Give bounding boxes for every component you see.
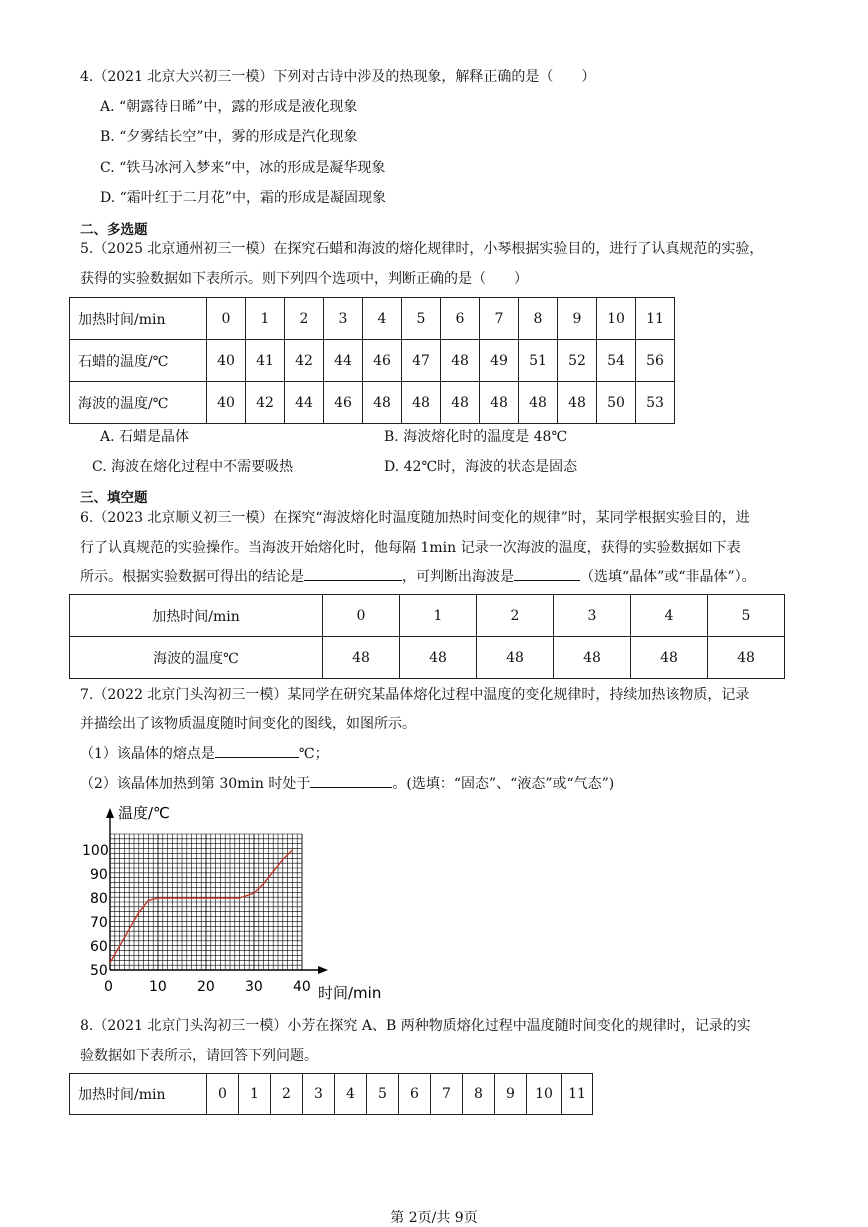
table-cell: 11 — [562, 1074, 593, 1115]
q5-option-d: D. 42℃时，海波的状态是固态 — [384, 459, 578, 475]
table-cell: 42 — [246, 382, 285, 424]
table-cell: 8 — [519, 298, 558, 340]
x-tick-label: 30 — [245, 979, 263, 995]
row-label: 加热时间/min — [70, 595, 323, 637]
table-row — [70, 637, 785, 679]
q6-text-b: ，可判断出海波是 — [402, 569, 514, 585]
q5-option-a: A. 石蜡是晶体 — [100, 429, 190, 445]
table-cell: 3 — [324, 298, 363, 340]
y-tick-label: 80 — [90, 891, 108, 907]
table-cell: 4 — [363, 298, 402, 340]
table-cell: 5 — [402, 298, 441, 340]
table-cell: 1 — [239, 1074, 271, 1115]
q7-state-blank[interactable] — [310, 773, 392, 788]
q4-option-d: D. “霜叶红于二月花”中，霜的形成是凝固现象 — [100, 190, 386, 206]
section-multiple-choice-heading: 二、多选题 — [80, 222, 148, 238]
x-tick-label: 0 — [104, 979, 113, 995]
table-cell: 52 — [558, 340, 597, 382]
temperature-time-chart — [60, 800, 400, 1005]
row-label: 加热时间/min — [70, 298, 207, 340]
table-cell: 0 — [323, 595, 400, 637]
q7-melting-point-blank[interactable] — [215, 743, 299, 758]
table-cell: 2 — [271, 1074, 303, 1115]
x-tick-label: 10 — [149, 979, 167, 995]
table-cell: 5 — [367, 1074, 399, 1115]
table-cell: 48 — [441, 382, 480, 424]
q7-sub2 — [80, 773, 614, 793]
y-tick-label: 70 — [90, 915, 108, 931]
q7-sub1-text-a: （1）该晶体的熔点是 — [80, 746, 215, 762]
table-cell: 48 — [400, 637, 477, 679]
y-tick-label: 100 — [82, 843, 109, 859]
row-label: 石蜡的温度/℃ — [70, 340, 207, 382]
table-cell: 42 — [285, 340, 324, 382]
q6-data-table — [69, 594, 785, 679]
table-cell: 6 — [399, 1074, 431, 1115]
table-cell: 4 — [631, 595, 708, 637]
chart-grid — [110, 834, 302, 970]
page-footer: 第 2页/共 9页 — [390, 1210, 478, 1226]
table-cell: 48 — [441, 340, 480, 382]
table-cell: 48 — [402, 382, 441, 424]
table-cell: 46 — [324, 382, 363, 424]
table-cell: 0 — [207, 1074, 239, 1115]
table-row — [70, 382, 675, 424]
q5-option-b: B. 海波熔化时的温度是 48℃ — [384, 429, 568, 445]
table-row — [70, 340, 675, 382]
table-cell: 48 — [477, 637, 554, 679]
q7-sub1-text-b: ℃； — [298, 746, 329, 762]
y-tick-label: 50 — [90, 963, 108, 979]
x-tick-label: 20 — [197, 979, 215, 995]
q6-stem-line3 — [80, 566, 756, 586]
table-cell: 9 — [558, 298, 597, 340]
table-cell: 40 — [207, 382, 246, 424]
table-row — [70, 298, 675, 340]
q6-conclusion-blank[interactable] — [304, 566, 402, 581]
table-cell: 4 — [335, 1074, 367, 1115]
table-cell: 0 — [207, 298, 246, 340]
q7-stem-line1: 7.（2022 北京门头沟初三一模）某同学在研究某晶体熔化过程中温度的变化规律时，持续加热该物质，记录 — [80, 687, 750, 703]
table-cell: 49 — [480, 340, 519, 382]
q8-stem-line1: 8.（2021 北京门头沟初三一模）小芳在探究 A、B 两种物质熔化过程中温度随时间变化的规律时，记录的实 — [80, 1018, 751, 1034]
q7-stem-line2: 并描绘出了该物质温度随时间变化的图线，如图所示。 — [80, 716, 416, 732]
table-cell: 1 — [246, 298, 285, 340]
q5-data-table — [69, 297, 675, 424]
table-cell: 1 — [400, 595, 477, 637]
table-cell: 6 — [441, 298, 480, 340]
y-tick-label: 90 — [90, 867, 108, 883]
q8-data-table — [69, 1073, 593, 1115]
table-cell: 7 — [431, 1074, 463, 1115]
q6-type-blank[interactable] — [514, 566, 580, 581]
q4-option-a: A. “朝露待日晞”中，露的形成是液化现象 — [100, 99, 358, 115]
row-label: 海波的温度/℃ — [70, 382, 207, 424]
row-label: 海波的温度℃ — [70, 637, 323, 679]
table-cell: 48 — [708, 637, 785, 679]
table-cell: 48 — [519, 382, 558, 424]
q6-stem-line2: 行了认真规范的实验操作。当海波开始熔化时，他每隔 1min 记录一次海波的温度，获得的实验数据如下表 — [80, 540, 741, 556]
table-cell: 53 — [636, 382, 675, 424]
y-tick-label: 60 — [90, 939, 108, 955]
table-cell: 8 — [463, 1074, 495, 1115]
table-cell: 48 — [631, 637, 708, 679]
table-cell: 2 — [477, 595, 554, 637]
table-row — [70, 1074, 593, 1115]
table-cell: 44 — [324, 340, 363, 382]
q7-sub2-text-a: （2）该晶体加热到第 30min 时处于 — [80, 776, 311, 792]
q4-option-b: B. “夕雾结长空”中，雾的形成是汽化现象 — [100, 129, 358, 145]
q5-stem-line2: 获得的实验数据如下表所示。则下列四个选项中，判断正确的是（ ） — [80, 271, 528, 287]
table-cell: 3 — [303, 1074, 335, 1115]
q7-sub1 — [80, 743, 329, 763]
q6-text-a: 所示。根据实验数据可得出的结论是 — [80, 569, 304, 585]
table-cell: 46 — [363, 340, 402, 382]
chart-y-axis-label: 温度/℃ — [118, 804, 170, 822]
x-axis-arrow — [318, 966, 328, 974]
table-cell: 44 — [285, 382, 324, 424]
table-cell: 54 — [597, 340, 636, 382]
table-cell: 9 — [495, 1074, 527, 1115]
table-row — [70, 595, 785, 637]
table-cell: 50 — [597, 382, 636, 424]
table-cell: 48 — [363, 382, 402, 424]
table-cell: 7 — [480, 298, 519, 340]
table-cell: 51 — [519, 340, 558, 382]
q6-stem-line1: 6.（2023 北京顺义初三一模）在探究“海波熔化时温度随加热时间变化的规律”时，某同学根据实验目的，进 — [80, 510, 750, 526]
table-cell: 11 — [636, 298, 675, 340]
table-cell: 48 — [323, 637, 400, 679]
y-axis-arrow — [106, 808, 114, 818]
table-cell: 40 — [207, 340, 246, 382]
table-cell: 48 — [558, 382, 597, 424]
table-cell: 47 — [402, 340, 441, 382]
table-cell: 3 — [554, 595, 631, 637]
table-cell: 48 — [554, 637, 631, 679]
section-fill-blank-heading: 三、填空题 — [80, 490, 148, 506]
table-cell: 48 — [480, 382, 519, 424]
chart-axes — [106, 808, 328, 974]
table-cell: 5 — [708, 595, 785, 637]
q6-text-c: （选填“晶体”或“非晶体”）。 — [580, 569, 756, 585]
q4-option-c: C. “铁马冰河入梦来”中，冰的形成是凝华现象 — [100, 160, 386, 176]
table-cell: 56 — [636, 340, 675, 382]
q4-stem: 4.（2021 北京大兴初三一模）下列对古诗中涉及的热现象，解释正确的是（ ） — [80, 69, 596, 85]
q5-stem-line1: 5.（2025 北京通州初三一模）在探究石蜡和海波的熔化规律时，小琴根据实验目的，进行了认真规范的实验， — [80, 241, 764, 257]
q7-sub2-text-b: 。(选填：“固态”、“液态”或“气态”) — [392, 776, 615, 792]
q5-option-c: C. 海波在熔化过程中不需要吸热 — [92, 459, 294, 475]
table-cell: 10 — [597, 298, 636, 340]
q8-stem-line2: 验数据如下表所示，请回答下列问题。 — [80, 1048, 318, 1064]
table-cell: 10 — [527, 1074, 562, 1115]
chart-x-axis-label: 时间/min — [318, 984, 382, 1002]
row-label: 加热时间/min — [70, 1074, 207, 1115]
x-tick-label: 40 — [293, 979, 311, 995]
table-cell: 2 — [285, 298, 324, 340]
table-cell: 41 — [246, 340, 285, 382]
